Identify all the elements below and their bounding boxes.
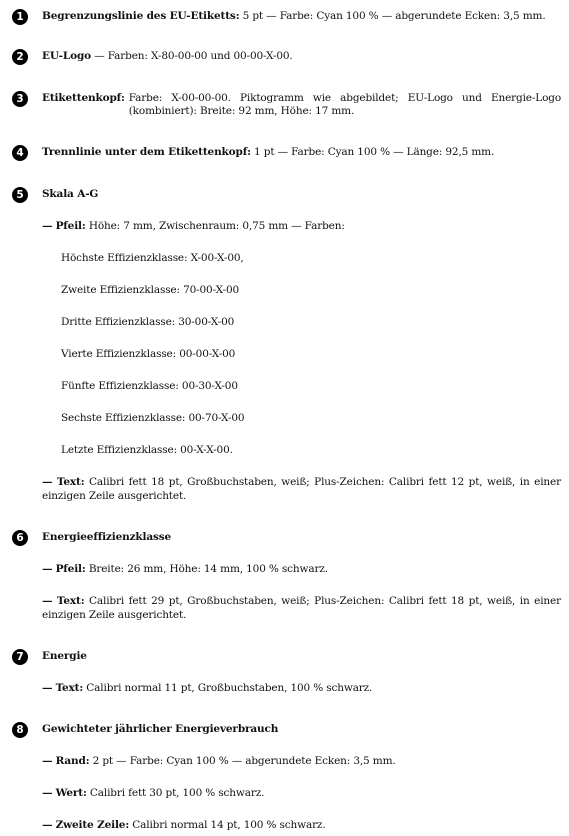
item-4 xyxy=(12,145,561,159)
number-badge: 6 xyxy=(12,530,28,546)
number-badge: 7 xyxy=(12,649,28,665)
verbrauch-wert: — Wert: Calibri fett 30 pt, 100 % schwarz. xyxy=(42,787,265,799)
number-badge: 4 xyxy=(12,145,28,161)
item-2 xyxy=(12,49,561,63)
efficiency-class-line: Sechste Effizienzklasse: 00-70-X-00 xyxy=(61,412,245,424)
skala-pfeil: — Pfeil: Höhe: 7 mm, Zwischenraum: 0,75 mm — Farben: xyxy=(42,220,345,232)
item-label: Energieeffizienzklasse xyxy=(42,531,172,543)
item-8 xyxy=(12,722,561,736)
number-badge: 2 xyxy=(12,49,28,65)
item-3 xyxy=(12,91,561,118)
item-text: Farbe: X-00-00-00. Piktogramm wie abgebildet; EU-Logo und Energie-Logo (kombiniert): Breite: 92 mm, Höhe: 17 mm. xyxy=(128,92,561,117)
effizienz-pfeil: — Pfeil: Breite: 26 mm, Höhe: 14 mm, 100 % schwarz. xyxy=(42,563,328,575)
efficiency-class-line: Dritte Effizienzklasse: 30-00-X-00 xyxy=(61,316,235,328)
energie-text: — Text: Calibri normal 11 pt, Großbuchstaben, 100 % schwarz. xyxy=(42,682,373,694)
efficiency-class-line: Zweite Effizienzklasse: 70-00-X-00 xyxy=(61,284,240,296)
item-label: EU-Logo xyxy=(42,50,92,62)
item-label: Begrenzungslinie des EU-Etiketts: xyxy=(42,10,240,22)
item-label: Skala A-G xyxy=(42,188,99,200)
item-text: 1 pt — Farbe: Cyan 100 % — Länge: 92,5 mm. xyxy=(254,146,495,158)
number-badge: 1 xyxy=(12,9,28,25)
efficiency-class-line: Vierte Effizienzklasse: 00-00-X-00 xyxy=(61,348,236,360)
item-label: Energie xyxy=(42,650,87,662)
number-badge: 5 xyxy=(12,187,28,203)
item-label: Trennlinie unter dem Etikettenkopf: xyxy=(42,146,251,158)
item-text: — Farben: X-80-00-00 und 00-00-X-00. xyxy=(94,50,293,62)
item-1 xyxy=(12,9,561,23)
number-badge: 3 xyxy=(12,91,28,107)
skala-text: — Text: Calibri fett 18 pt, Großbuchstaben, weiß; Plus-Zeichen: Calibri fett 12 pt, weiß, in einer einzigen Zeile ausgerichtet. xyxy=(42,476,561,502)
number-badge: 8 xyxy=(12,722,28,738)
item-label: Gewichteter jährlicher Energieverbrauch xyxy=(42,723,279,735)
item-text: 5 pt — Farbe: Cyan 100 % — abgerundete Ecken: 3,5 mm. xyxy=(242,10,546,22)
efficiency-class-line: Letzte Effizienzklasse: 00-X-X-00. xyxy=(61,444,233,456)
item-5 xyxy=(12,187,561,201)
verbrauch-zweite-zeile: — Zweite Zeile: Calibri normal 14 pt, 100 % schwarz. xyxy=(42,819,326,831)
verbrauch-rand: — Rand: 2 pt — Farbe: Cyan 100 % — abgerundete Ecken: 3,5 mm. xyxy=(42,755,396,767)
effizienz-text: — Text: Calibri fett 29 pt, Großbuchstaben, weiß; Plus-Zeichen: Calibri fett 18 pt, weiß, in einer einzigen Zeile ausgerichtet. xyxy=(42,595,561,621)
efficiency-class-line: Fünfte Effizienzklasse: 00-30-X-00 xyxy=(61,380,238,392)
item-label: Etikettenkopf: xyxy=(42,92,125,104)
item-7 xyxy=(12,649,561,663)
item-6 xyxy=(12,530,561,544)
efficiency-class-line: Höchste Effizienzklasse: X-00-X-00, xyxy=(61,252,244,264)
